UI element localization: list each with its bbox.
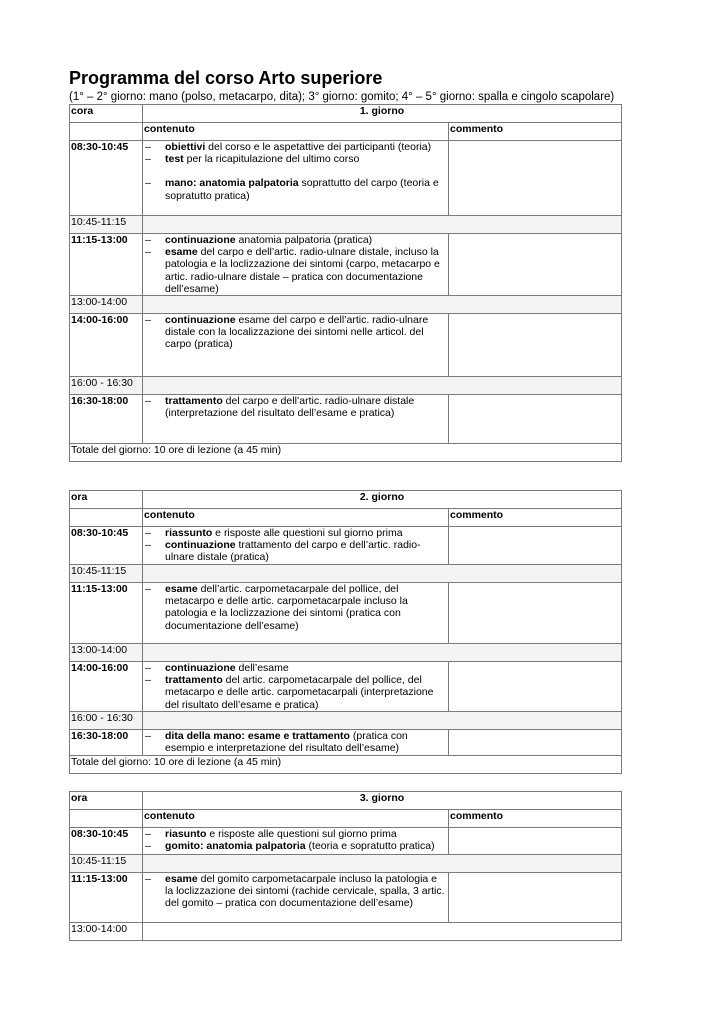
row-time: 08:30-10:45	[70, 828, 143, 855]
list-item: – riasunto e risposte alle questioni sul giorno prima	[144, 828, 447, 840]
row-time: 11:15-13:00	[70, 234, 143, 296]
row-time: 10:45-11:15	[70, 855, 143, 873]
table-row	[70, 873, 622, 923]
row-comment	[449, 583, 622, 644]
list-item: – gomito: anatomia palpatoria (teoria e sopratutto pratica)	[144, 840, 447, 852]
row-time: 13:00-14:00	[70, 923, 143, 941]
total-row	[70, 756, 622, 774]
list-item: – test per la ricapitulazione del ultimo corso	[144, 153, 447, 165]
row-content	[143, 141, 449, 216]
row-time: 10:45-11:15	[70, 565, 143, 583]
header-content: contenuto	[143, 810, 449, 828]
row-comment	[449, 234, 622, 296]
row-time: 14:00-16:00	[70, 314, 143, 377]
table-row	[70, 314, 622, 377]
day-total: Totale del giorno: 10 ore di lezione (a 45 min)	[70, 756, 622, 774]
row-time: 16:00 - 16:30	[70, 377, 143, 395]
list-item: – continuazione dell’esame	[144, 662, 447, 674]
row-time: 11:15-13:00	[70, 583, 143, 644]
row-comment	[449, 828, 622, 855]
row-comment	[449, 527, 622, 565]
list-item: – esame del carpo e dell’artic. radio-ulnare distale, incluso la patologia e la loclizzazione dei sintomi (carpo, metacarpo e artic. radio-ulnare distale – pratica con documentazione dell’esame)	[144, 246, 447, 295]
row-time: 16:00 - 16:30	[70, 712, 143, 730]
header-empty-cell	[70, 123, 143, 141]
page-subtitle: (1° – 2° giorno: mano (polso, metacarpo, dita); 3° giorno: gomito; 4° – 5° giorno: spalla e cingolo scapolare)	[69, 91, 615, 103]
header-time: ora	[70, 792, 143, 810]
table-row	[70, 583, 622, 644]
header-content: contenuto	[143, 509, 449, 527]
header-empty-cell	[70, 509, 143, 527]
table-row	[70, 662, 622, 712]
list-item: – continuazione anatomia palpatoria (pratica)	[144, 234, 447, 246]
table-row	[70, 730, 622, 756]
table-row	[70, 141, 622, 216]
row-content	[143, 395, 449, 444]
row-comment	[449, 730, 622, 756]
row-comment	[449, 873, 622, 923]
break-row	[70, 644, 622, 662]
break-row	[70, 855, 622, 873]
table-row	[70, 923, 622, 941]
break-row	[70, 216, 622, 234]
document-page	[69, 66, 622, 941]
day-3-table	[69, 791, 622, 941]
row-content	[143, 873, 449, 923]
day-label: 3. giorno	[143, 792, 622, 810]
header-time: ora	[70, 491, 143, 509]
row-content	[143, 730, 449, 756]
list-item: – esame del gomito carpometacarpale incluso la patologia e la loclizzazione dei sintomi (rachide cervicale, spalla, 3 artic. del gomito – pratica con documentazione dell’esame)	[144, 873, 447, 910]
row-comment	[449, 141, 622, 216]
row-time: 13:00-14:00	[70, 296, 143, 314]
list-item: – trattamento del artic. carpometacarpale del pollice, del metacarpo e delle artic. carpometacarpali (interpretazione del risultato dell’esame e pratica)	[144, 674, 447, 711]
row-time: 13:00-14:00	[70, 644, 143, 662]
row-comment	[449, 314, 622, 377]
day-2-table	[69, 490, 622, 774]
day-total: Totale del giorno: 10 ore di lezione (a 45 min)	[70, 444, 622, 462]
header-empty-cell	[70, 810, 143, 828]
row-content	[143, 583, 449, 644]
row-time: 14:00-16:00	[70, 662, 143, 712]
row-content	[143, 828, 449, 855]
break-row	[70, 712, 622, 730]
list-item: – mano: anatomia palpatoria soprattutto del carpo (teoria e sopratutto pratica)	[144, 177, 447, 201]
day-label: 1. giorno	[143, 105, 622, 123]
row-time: 08:30-10:45	[70, 141, 143, 216]
row-comment	[449, 662, 622, 712]
list-item: – continuazione esame del carpo e dell’artic. radio-ulnare distale con la localizzazione dei sintomi nelle articol. del carpo (pratica)	[144, 314, 447, 351]
row-time: 10:45-11:15	[70, 216, 143, 234]
row-time: 08:30-10:45	[70, 527, 143, 565]
list-item: – riassunto e risposte alle questioni sul giorno prima	[144, 527, 447, 539]
row-content	[143, 314, 449, 377]
break-row	[70, 377, 622, 395]
page-title: Programma del corso Arto superiore	[69, 68, 383, 88]
table-row	[70, 234, 622, 296]
list-item: – obiettivi del corso e le aspetattive dei participanti (teoria)	[144, 141, 447, 153]
list-item: – dita della mano: esame e trattamento (pratica con esempio e interpretazione del risultato dell’esame)	[144, 730, 447, 754]
row-comment	[449, 395, 622, 444]
list-item: – esame dell’artic. carpometacarpale del pollice, del metacarpo e delle artic. carpometacarpale incluso la patologia e la loclizzazione dei sintomi (pratica con documentazione dell’esame)	[144, 583, 447, 632]
header-comment: commento	[449, 509, 622, 527]
list-item: – trattamento del carpo e dell’artic. radio-ulnare distale (interpretazione del risultato dell’esame e pratica)	[144, 395, 447, 419]
header-content: contenuto	[143, 123, 449, 141]
total-row	[70, 444, 622, 462]
break-row	[70, 565, 622, 583]
table-row	[70, 828, 622, 855]
break-row	[70, 296, 622, 314]
day-label: 2. giorno	[143, 491, 622, 509]
row-content	[143, 234, 449, 296]
day-1-table	[69, 104, 622, 462]
row-content	[143, 527, 449, 565]
header-time: cora	[70, 105, 143, 123]
row-content	[143, 662, 449, 712]
list-item: – continuazione trattamento del carpo e dell’artic. radio-ulnare distale (pratica)	[144, 539, 447, 563]
header-comment: commento	[449, 810, 622, 828]
table-row	[70, 395, 622, 444]
row-time: 16:30-18:00	[70, 395, 143, 444]
row-time: 11:15-13:00	[70, 873, 143, 923]
header-comment: commento	[449, 123, 622, 141]
table-row	[70, 527, 622, 565]
row-time: 16:30-18:00	[70, 730, 143, 756]
